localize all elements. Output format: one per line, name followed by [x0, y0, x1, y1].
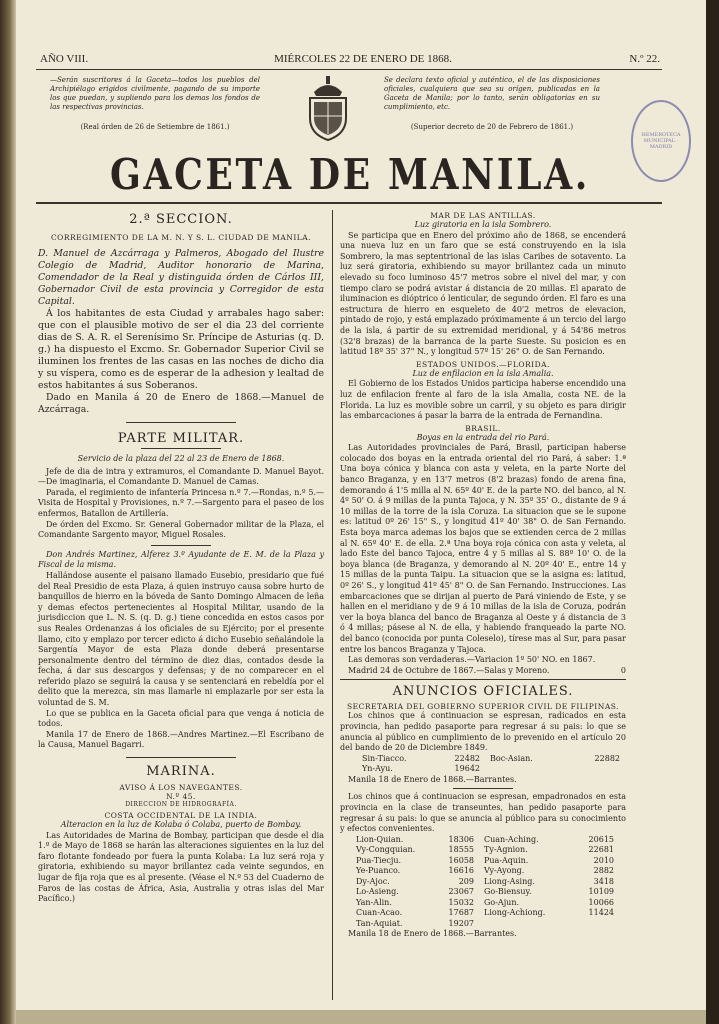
- anuncios-signature: Manila 18 de Enero de 1868.—Barrantes.: [348, 774, 517, 784]
- military-title: PARTE MILITAR.: [117, 431, 245, 446]
- list-name: Cuan-Aching.: [484, 834, 539, 844]
- brasil-title: BRASIL.: [465, 423, 501, 433]
- brasil-signature: Madrid 24 de Octubre de 1867.—Salas y Moreno.: [348, 665, 550, 675]
- decree-signature: Dado en Manila á 20 de Enero de 1868.—Manuel de Azcárraga.: [38, 392, 324, 415]
- list-row: [356, 887, 626, 898]
- decree-body: Á los habitantes de esta Ciudad y arrabales hago saber: que con el plausible motivo de ser el dia 23 del corriente dias de S. A. R. el Serenísimo Sr. Príncipe de Asturias (q. D. g.) ha dispuesto el Excmo. Sr. Gobernador Superior Civil se iluminen los frentes de las casas en las noches de dicho dia y su víspera, como es de esperar de la adhesion y lealtad de estos habitantes á sus Soberanos.: [38, 308, 324, 391]
- antillas-title: MAR DE LAS ANTILLAS.: [430, 211, 536, 220]
- list-name: Yn-Ayu.: [362, 764, 393, 774]
- list-name: Vy-Ayong.: [484, 866, 525, 876]
- antillas-subtitle: Luz giratoria en la isla Sombrero.: [414, 220, 552, 229]
- list-row: [356, 835, 626, 846]
- edict-signature: Manila 17 de Enero de 1868.—Andres Martinez.—El Escribano de la Causa, Manuel Bagarri.: [38, 729, 324, 750]
- binding-edge: [0, 0, 16, 1024]
- list-name: Go-Ajun.: [484, 897, 520, 907]
- list-number: 23067: [448, 887, 474, 897]
- scan-border-bottom: [16, 1010, 706, 1024]
- list-number: 16616: [448, 866, 474, 876]
- brasil-signature-row: [340, 666, 626, 677]
- military-line: De órden del Excmo. Sr. General Gobernador militar de la Plaza, el Comandante Sargento mayor, Miguel Rosales.: [38, 519, 324, 540]
- list-name: Yan-Alin.: [356, 897, 392, 907]
- list-name: Cuan-Acao.: [356, 908, 403, 918]
- list-number: 3418: [593, 876, 614, 886]
- list-row: [356, 898, 626, 909]
- stamp-text: HEMEROTECA MUNICIPAL · MADRID: [641, 132, 681, 150]
- list-number: 22882: [594, 753, 620, 763]
- military-line: Parada, el regimiento de infantería Princesa n.º 7.—Rondas, n.º 5.—Visita de Hospital y Provisiones, n.º 7.—Sargento para el paseo de los enfermos, Batallon de Artillería.: [38, 487, 324, 518]
- issue-year: AÑO VIII.: [40, 53, 89, 65]
- anuncios-body-2: Los chinos que á continuacion se espresan, empadronados en esta provincia en la clase de transeuntes, han pedido pasaporte para regresar á su pais: lo que se anuncia al público para su conocimiento y efectos convenientes.: [340, 792, 626, 834]
- marina-title: MARINA.: [146, 764, 216, 780]
- list-name: Tan-Aquiat.: [356, 918, 403, 928]
- list-number: 22681: [588, 845, 614, 855]
- right-column: [340, 208, 626, 940]
- list-number: 10109: [588, 887, 614, 897]
- list-name: Go-Biensuy.: [484, 887, 532, 897]
- marina-direction: DIRECCION DE HIDROGRAFÍA.: [125, 801, 237, 809]
- edict-body: Hallándose ausente el paisano llamado Eusebio, presidario que fué del Real Presidio de esta Plaza, á quien instruyo causa sobre hurto de banquillos de hierro en la bóveda de Santo Domingo Almacen de leña y demas efectos pertenecientes al Hospital Militar, usando de la jurisdiccion que L. N. S. (q. D. g.) tiene concedida en estos casos por sus Reales Ordenanzas á los oficiales de su Ejército; por el presente llamo, cito y emplazo por tercer edicto á dicho Eusebio señalándole la Sargentía Mayor de esta Plaza donde deberá presentarse personalmente dentro del término de diez dias, contados desde la fecha, á dar sus descargos y defensas; y de no comparecer en el referido plazo se seguirá la causa y se sentenciará en rebeldía por el delito que la merezca, sin mas llamarle ni emplazarle por ser esta la voluntad de S. M.: [38, 570, 324, 708]
- list-name: Boc-Asian.: [490, 753, 533, 763]
- list-row: [356, 866, 626, 877]
- marina-coast: COSTA OCCIDENTAL DE LA INDIA.: [104, 811, 258, 821]
- antillas-body: Se participa que en Enero del próximo año de 1868, se encenderá una nueva luz en un faro que se está construyendo en la isla Sombrero, la mas septentrional de las islas Caribes de sotavento. La luz será giratoria, exhibiendo su mayor brillantez cada un minuto elevado su foco luminoso 45'7 metros sobre el nivel del mar, y con tiempo claro se podrá avistar á distancia de 20 millas. El aparato de iluminacion es dióptrico ó lenticular, de segundo órden. El faro es una estructura de hierro en esqueleto de 40'2 metros de elevacion, pintado de rojo, y está emplazado próximamente á un tercio del largo de la isla, á partir de su extremidad meridional, y á 54'86 metros (32'8 brazas) de la barranca de la parte Sueste. Su posicion es en latitud 18º 35' 37" N., y longitud 57º 15' 26" O. de San Fernando.: [340, 230, 626, 357]
- scan-border: [706, 0, 719, 1024]
- chinese-list-1: [340, 754, 626, 775]
- list-name: [480, 764, 568, 775]
- florida-subtitle: Luz de enfilacion en la isla Amalia.: [412, 368, 554, 378]
- edict-lead: Don Andrés Martinez, Alferez 3.º Ayudante de E. M. de la Plaza y Fiscal de la misma.: [38, 549, 324, 570]
- anuncios-body: Los chinos que á continuacion se espresan, radicados en esta provincia, han pedido pasaporte para regresar á su pais: lo que se anuncia al público en cumplimiento de lo prevenido en el artículo 20 del bando de 20 de Diciembre 1849.: [340, 711, 626, 753]
- list-name: Liong-Asing.: [484, 876, 535, 886]
- chinese-list-2: [340, 835, 626, 930]
- list-number: 2882: [593, 866, 614, 876]
- right-notice: Se declara texto oficial y auténtico, el de las disposiciones oficiales, cualquiera que sea su orígen, publicadas en la Gaceta de Manila; por lo tanto, serán obligatorias en su cumplimiento, etc.: [384, 76, 600, 111]
- brasil-note: Las demoras son verdaderas.—Variacion 1º 50' NO. en 1867.: [348, 655, 596, 665]
- brasil-subtitle: Boyas en la entrada del rio Pará.: [416, 432, 550, 442]
- decree-lead: D. Manuel de Azcárraga y Palmeros, Abogado del Ilustre Colegio de Madrid, Auditor honorario de Marina, Comendador de la Real y distinguida órden de Cárlos III, Gobernador Civil de esta provincia y Corregidor de esta Capital.: [38, 248, 324, 307]
- list-name: Lion-Quian.: [356, 834, 404, 844]
- column-divider: [332, 210, 333, 1000]
- anuncios-subtitle: SECRETARIA DEL GOBIERNO SUPERIOR CIVIL DE FILIPINAS.: [346, 702, 619, 712]
- marina-number: N.º 45.: [166, 792, 196, 802]
- list-name: Liong-Achiong.: [484, 908, 546, 918]
- list-number: 19642: [454, 764, 480, 774]
- list-number: 18306: [448, 834, 474, 844]
- list-number: 15032: [448, 897, 474, 907]
- library-stamp: [631, 100, 691, 182]
- issue-number: N.º 22.: [629, 53, 660, 65]
- brasil-body: Las Autoridades provinciales de Pará, Brasil, participan haberse colocado dos boyas en la entrada oriental del rio Pará, á saber: 1.ª Una boya cónica y blanca con asta y veleta, en la parte Norte del banco Braganza, y en 13'7 metros (8'2 brazas) fondo de arena fina, demorando á 1'5 milla al N. 65º 40' E. de la parte NO. del banco, al N. 4º 50' O. á 9 millas de la punta Tajoca, y N. 35º 35' O., distante de 9 á 10 millas de la torre de la isla Coruza. La situacion que se le supone es: latitud 0º 26' 15" S., y longitud 41º 40' 38" O. de San Fernando. Esta boya marca ademas los bajos que se extienden cerca de 2 millas al N. 65º 40' E. de ella. 2.ª Una boya roja cónica con asta y veleta, al lado Este del banco Tajoca, entre 4 y 5 millas al S. 88º 10' O. de la boya blanca (de Braganza, y demorando al N. 20º 40' E., entre 14 y 15 millas de la punta Taipu. La situacion que se la asigna es: latitud, 0º 26' S., y longitud 41º 45' 8" O. de San Fernando. Instrucciones. Las embarcaciones que se dirijan al puerto de Pará viniendo de Este, y se hallen en el meridiano y de 9 á 10 millas de la isla de Coruza, podrán ver la boya blanca del banco de Braganza al Oeste y á distancia de 3 ó 4 millas; pásese al N. de ella, y habiendo franqueado la parte NO. del banco (conocida por punta Coleselo), tírese mas al Sur, para pasar entre los bancos Braganza y Tajoca.: [340, 443, 626, 654]
- military-subtitle: Servicio de la plaza del 22 al 23 de Enero de 1868.: [77, 454, 285, 463]
- list-number: 10066: [588, 897, 614, 907]
- list-name: Dy-Ajoc.: [356, 876, 390, 886]
- left-notice: —Serán suscritores á la Gaceta—todos los pueblos del Archipiélago erigidos civilmente, pagando de su importe los que puedan, y supliendo para los demas los fondos de las respectivas provincias.: [50, 76, 260, 111]
- title-rule: [36, 202, 662, 204]
- list-number: 19207: [448, 918, 474, 928]
- brasil-mark: 0: [620, 665, 626, 675]
- masthead-rule: [36, 69, 662, 70]
- list-row: [362, 754, 626, 765]
- anuncios-title: ANUNCIOS OFICIALES.: [392, 684, 574, 700]
- list-name: Sin-Tiacco.: [362, 753, 407, 763]
- list-name: [474, 919, 562, 930]
- list-number: 16058: [448, 855, 474, 865]
- list-row: [356, 856, 626, 867]
- list-name: Pua-Aquin.: [484, 855, 529, 865]
- list-row: [356, 845, 626, 856]
- list-number: 20615: [588, 834, 614, 844]
- list-name: Lo-Asieng.: [356, 887, 399, 897]
- section-subtitle: CORREGIMIENTO DE LA M. N. Y S. L. CIUDAD DE MANILA.: [50, 233, 312, 242]
- list-number: [568, 764, 620, 775]
- military-line: Jefe de dia de intra y extramuros, el Comandante D. Manuel Bayot.—De imaginaria, el Comandante D. Manuel de Camas.: [38, 466, 324, 487]
- list-name: Vy-Congquian.: [356, 845, 416, 855]
- list-row: [356, 919, 626, 930]
- list-number: [562, 919, 614, 930]
- list-number: 17687: [448, 908, 474, 918]
- left-notice-ref: (Real órden de 26 de Setiembre de 1861.): [80, 123, 230, 131]
- royal-crest-icon: [300, 74, 356, 142]
- list-number: 18555: [448, 845, 474, 855]
- list-row: [356, 908, 626, 919]
- newspaper-title: GACETA DE MANILA.: [110, 150, 590, 199]
- florida-title: ESTADOS UNIDOS.—FLORIDA.: [416, 359, 550, 369]
- list-number: 209: [458, 876, 474, 886]
- list-name: Ty-Agnion.: [484, 845, 528, 855]
- marina-body: Las Autoridades de Marina de Bombay, participan que desde el dia 1.º de Mayo de 1868 se harán las alteraciones siguientes en la luz del faro flotante fondeado por fuera la punta Kolaba: La luz será roja y giratoria, exhibiendo su mayor brillantez cada veinte segundos, en lugar de fija roja que es al presente. (Véase el N.º 53 del Cuaderno de Faros de las costas de África, Asia, Australia y otras islas del Mar Pacífico.): [38, 830, 324, 904]
- section-title: 2.ª SECCION.: [129, 212, 233, 227]
- list-row: [362, 764, 626, 775]
- list-name: Ye-Puanco.: [356, 866, 401, 876]
- list-number: 2010: [593, 855, 614, 865]
- edict-body-2: Lo que se publica en la Gaceta oficial para que venga á noticia de todos.: [38, 708, 324, 729]
- list-number: 11424: [588, 908, 614, 918]
- list-row: [356, 877, 626, 888]
- marina-alteration: Alteracion en la luz de Kolaba ó Colaba, puerto de Bombay.: [60, 820, 302, 830]
- right-notice-ref: (Superior decreto de 20 de Febrero de 1861.): [410, 123, 574, 131]
- list-name: Pua-Tiecju.: [356, 855, 402, 865]
- issue-date: MIÉRCOLES 22 DE ENERO DE 1868.: [274, 53, 452, 65]
- list-number: 22482: [454, 753, 480, 763]
- florida-body: El Gobierno de los Estados Unidos participa haberse encendido una luz de enfilacion frente al faro de la isla Amalia, costa NE. de la Florida. La luz es movible sobre un carril, y su objeto es para dirigir las embarcaciones á pasar la barra de la entrada de Fernandina.: [340, 379, 626, 421]
- left-column: [38, 208, 324, 905]
- marina-subtitle: AVISO Á LOS NAVEGANTES.: [119, 783, 243, 793]
- anuncios-signature-2: Manila 18 de Enero de 1868.—Barrantes.: [348, 929, 517, 939]
